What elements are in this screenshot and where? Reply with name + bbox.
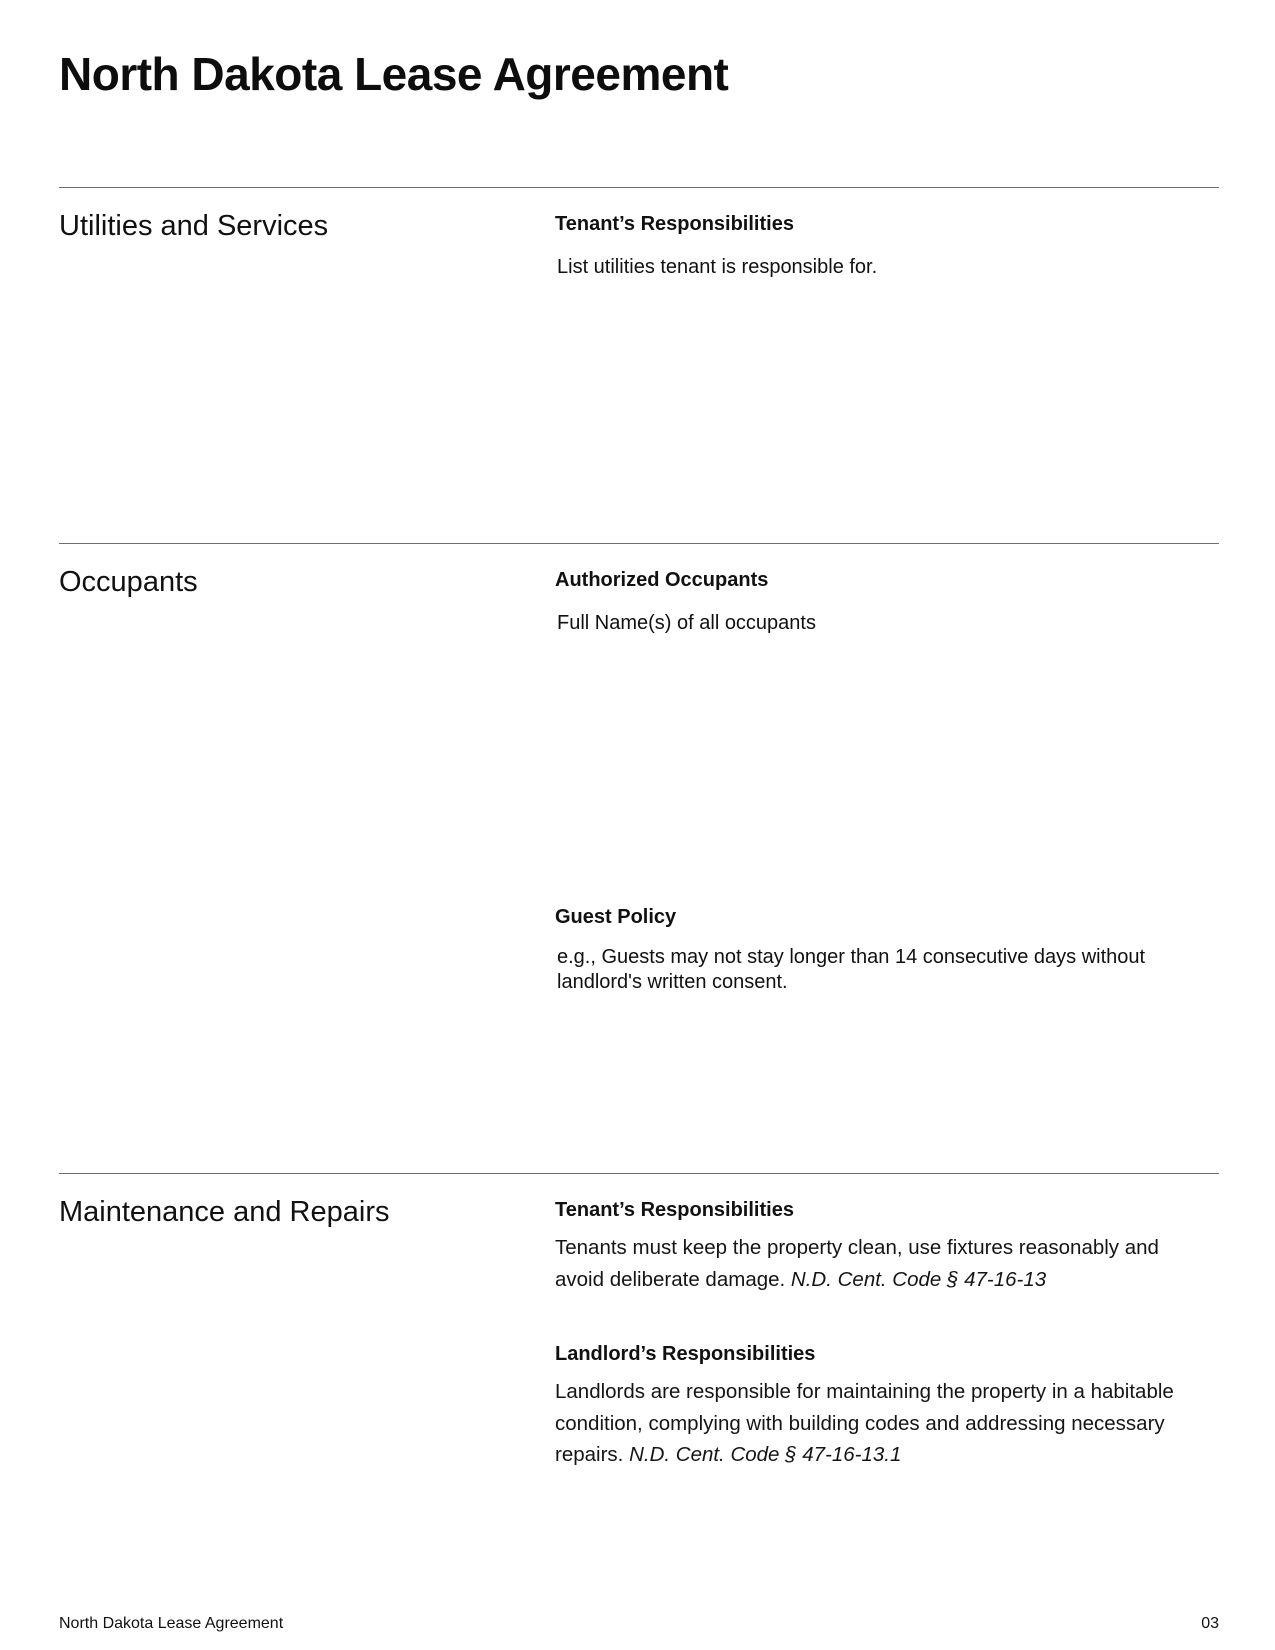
page-title: North Dakota Lease Agreement <box>59 48 729 100</box>
section-heading-maintenance: Maintenance and Repairs <box>59 1196 390 1228</box>
section-divider-maintenance <box>59 1173 1219 1174</box>
authorized-occupants-field[interactable]: Full Name(s) of all occupants <box>557 612 816 634</box>
footer-title: North Dakota Lease Agreement <box>59 1615 284 1632</box>
tenant-maintenance-label: Tenant’s Responsibilities <box>555 1199 794 1221</box>
section-heading-utilities: Utilities and Services <box>59 210 329 242</box>
tenant-maintenance-citation: N.D. Cent. Code § 47-16-13 <box>790 1267 1047 1291</box>
authorized-occupants-label: Authorized Occupants <box>555 569 769 591</box>
section-divider-utilities <box>59 187 1219 188</box>
section-divider-occupants <box>59 543 1219 544</box>
section-heading-occupants: Occupants <box>59 566 198 598</box>
tenant-utilities-label: Tenant’s Responsibilities <box>555 213 794 235</box>
landlord-maintenance-body: Landlords are responsible for maintaining the property in a habitable condition, complying with building codes and addressing necessary repairs. <box>555 1380 1174 1466</box>
landlord-maintenance-label: Landlord’s Responsibilities <box>555 1343 816 1365</box>
tenant-utilities-field[interactable]: List utilities tenant is responsible for. <box>557 256 878 278</box>
landlord-maintenance-citation: N.D. Cent. Code § 47-16-13.1 <box>629 1443 902 1466</box>
tenant-maintenance-body: Tenants must keep the property clean, use fixtures reasonably and avoid deliberate damage. <box>555 1236 1159 1291</box>
page-number: 03 <box>1201 1615 1219 1632</box>
guest-policy-field[interactable]: e.g., Guests may not stay longer than 14 consecutive days without landlord's written consent. <box>557 946 1146 993</box>
guest-policy-label: Guest Policy <box>555 906 677 928</box>
landlord-maintenance-text <box>555 1376 1205 1471</box>
tenant-maintenance-text <box>555 1232 1205 1295</box>
